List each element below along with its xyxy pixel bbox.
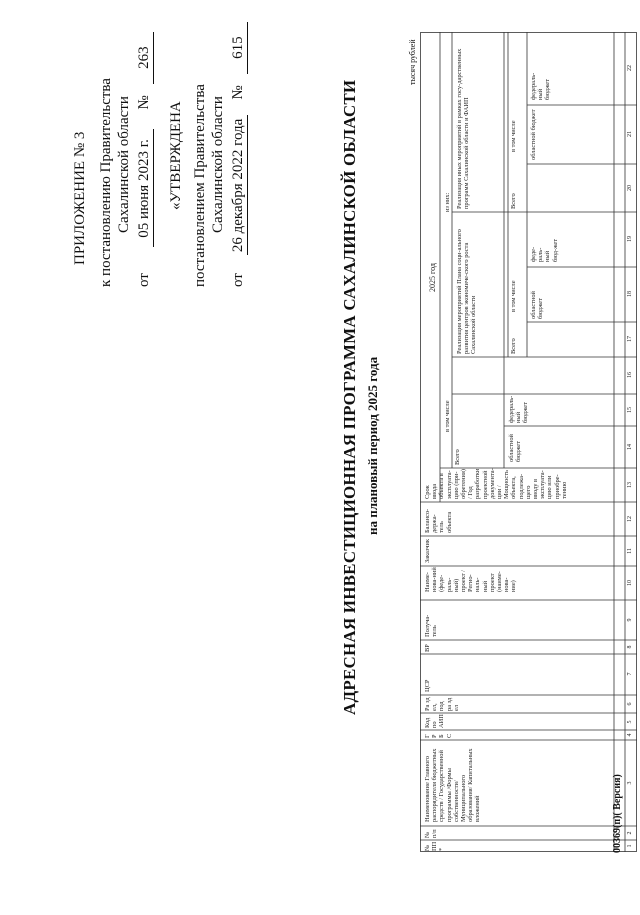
- header-total: Всего: [454, 449, 461, 465]
- col-num-4: 4: [627, 733, 633, 737]
- header-group-csr-total: Всего: [510, 338, 517, 354]
- col-num-18: 18: [627, 291, 633, 297]
- col-num-22: 22: [627, 65, 633, 71]
- header-group-csr: Реализация мероприятий Плана соци-ального развития центров экономиче-ского роста Сахалинской области: [456, 229, 478, 354]
- col-num-7: 7: [627, 672, 633, 676]
- header-aip-code: Код по АИП: [424, 714, 446, 728]
- col-num-15: 15: [627, 407, 633, 413]
- number-label: №: [230, 85, 246, 100]
- header-group-csr-federal: феде-раль-ный бюд-жет: [530, 238, 559, 262]
- approved-date: 26 декабря 2022 года: [230, 115, 248, 255]
- col-num-9: 9: [627, 618, 633, 622]
- from-label: от: [136, 273, 152, 287]
- col-num-6: 6: [627, 702, 633, 706]
- appendix-line-1: к постановлению Правительства: [98, 78, 114, 287]
- header-balance-holder: Балансо-держа-тель объекта: [424, 508, 453, 533]
- page-subtitle: на плановый период 2025 года: [365, 356, 380, 535]
- col-num-3: 3: [627, 781, 633, 785]
- header-federal-budget: федераль-ный бюджет: [508, 395, 530, 423]
- table-lines: [420, 32, 637, 852]
- document-footer: 00369(п)( Версия): [612, 774, 623, 853]
- header-section: Ра зд ел, под ра зд ел: [424, 697, 460, 711]
- col-num-20: 20: [627, 185, 633, 191]
- col-num-12: 12: [627, 516, 633, 522]
- header-group-csr-regional: областной бюджет: [530, 291, 545, 319]
- header-project: Наиме-нова-ний (феде-раль-ный) проект / Регио-наль-ный проект (наиме-нова-ние): [424, 567, 518, 592]
- approved-line-2: Сахалинской области: [210, 96, 226, 233]
- appendix-number: 263: [136, 32, 154, 84]
- header-of-which: из них:: [444, 192, 451, 212]
- col-num-5: 5: [627, 720, 633, 724]
- col-num-10: 10: [627, 580, 633, 586]
- col-num-11: 11: [627, 548, 633, 554]
- col-num-14: 14: [627, 444, 633, 450]
- approved-number: 615: [230, 22, 248, 74]
- header-group-other-total: Всего: [510, 193, 517, 209]
- header-group-other-regional: областной бюджет: [530, 109, 537, 160]
- header-vr: ВР: [424, 644, 431, 652]
- page-title: АДРЕСНАЯ ИНВЕСТИЦИОННАЯ ПРОГРАММА САХАЛИНСКОЙ ОБЛАСТИ: [340, 79, 359, 715]
- header-commissioning: Срок ввода объекта в эксплуата-цию (при-обретения) / Год разработки проектной документа-ции / Мощность объекта, подлежа-щего вводу в эксплуата-цию или приобре-тению: [424, 468, 568, 499]
- header-customer: Заказчик: [424, 538, 431, 563]
- header-group-csr-including: в том числе: [510, 280, 517, 312]
- header-group-other-federal: федераль-ный бюджет: [530, 72, 552, 100]
- col-num-2: 2: [627, 831, 633, 835]
- col-num-16: 16: [627, 372, 633, 378]
- col-num-8: 8: [627, 645, 633, 649]
- col-num-13: 13: [627, 482, 633, 488]
- approved-heading: «УТВЕРЖДЕНА: [168, 101, 184, 210]
- header-regional-budget: областной бюджет: [508, 434, 523, 462]
- header-group-other-including: в том числе: [510, 120, 517, 152]
- header-name: Наименование Главного распорядителя бюджетных средств / Государственной программы /Формы собственности/ Муниципального образования/ Капитальных вложений: [424, 748, 482, 822]
- appendix-line-2: Сахалинской области: [116, 96, 132, 233]
- header-year-2025: 2025 год: [428, 263, 437, 292]
- from-label: от: [230, 273, 246, 287]
- col-num-21: 21: [627, 131, 633, 137]
- appendix-heading: ПРИЛОЖЕНИЕ № 3: [72, 131, 88, 265]
- header-number: № п/п: [424, 829, 439, 838]
- number-label: №: [136, 95, 152, 110]
- approved-line-1: постановлением Правительства: [192, 84, 208, 287]
- col-num-1: 1: [627, 844, 633, 848]
- appendix-date: 05 июня 2023 г.: [136, 129, 154, 247]
- header-group-other: Реализация иных мероприятий в рамках госу-дарственных программ Сахалинской области и ФАИП: [456, 48, 471, 209]
- header-csr: ЦСР: [424, 679, 431, 692]
- appendix-date-row: [136, 32, 154, 287]
- approved-date-row: [230, 22, 248, 287]
- header-grbs: Г Р Б С: [424, 733, 453, 738]
- units-label: тысяч рублей: [408, 39, 417, 85]
- header-recipient: Получа-тель: [424, 614, 439, 637]
- col-num-17: 17: [627, 336, 633, 342]
- investment-table: [420, 32, 637, 852]
- col-num-19: 19: [627, 236, 633, 242]
- header-including: в том числе: [444, 400, 451, 432]
- header-pp: № ПП *: [424, 841, 446, 851]
